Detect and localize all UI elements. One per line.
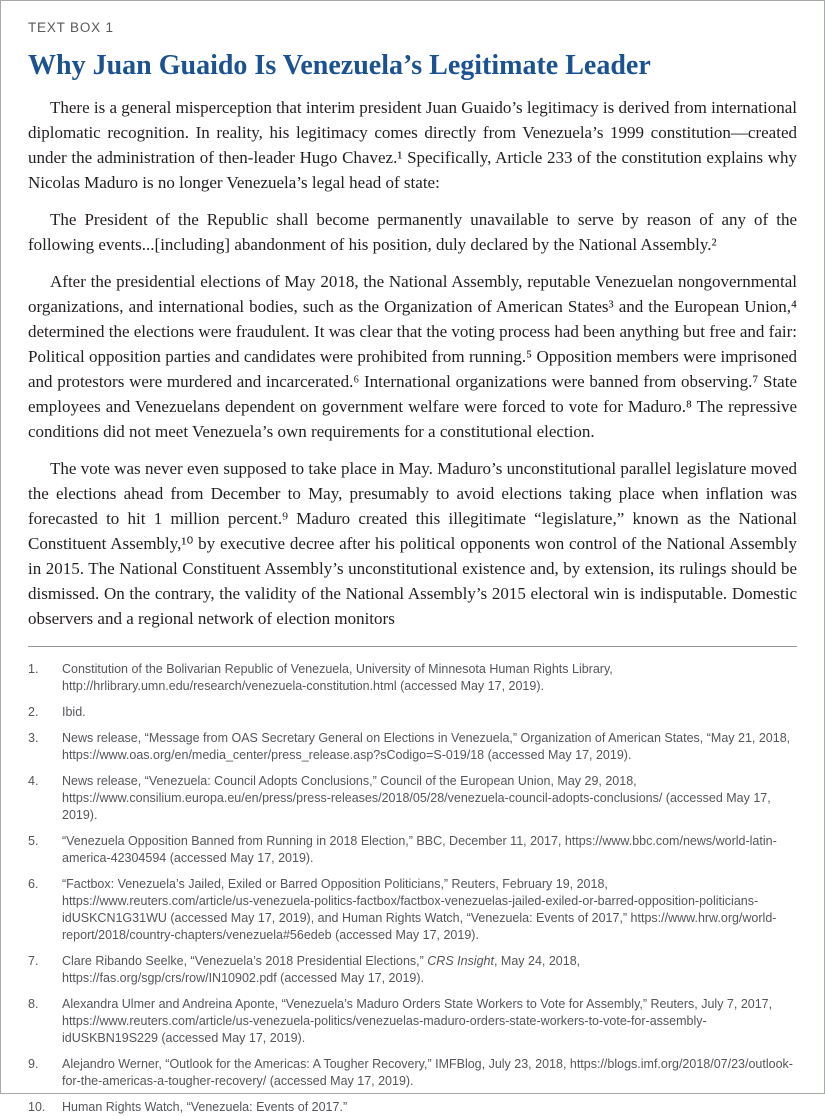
paragraph-intro: There is a general misperception that interim president Juan Guaido’s legitimacy is derived from international diplomatic recognition. In reality, his legitimacy comes directly from Venezuela’s 1999 constitution—created under the administration of then-leader Hugo Chavez.¹ Specifically, Article 233 of the constitution explains why Nicolas Maduro is no longer Venezuela’s legal head of state: <box>28 98 797 193</box>
footnote-number: 5. <box>28 834 39 849</box>
footnote-number: 1. <box>28 662 39 677</box>
footnote-item <box>28 876 797 944</box>
footnote-number: 9. <box>28 1057 39 1072</box>
footnote-text-post: , May 24, 2018, https://fas.org/sgp/crs/row/IN10902.pdf (accessed May 17, 2019). <box>62 954 581 986</box>
paragraph-vote-timing: The vote was never even supposed to take place in May. Maduro’s unconstitutional parallel legislature moved the elections ahead from December to May, presumably to avoid elections taking place when inflation was forecasted to hit 1 million percent.⁹ Maduro created this illegitimate “legislature,” known as the National Constituent Assembly,¹⁰ by executive decree after his political opponents won control of the National Assembly in 2015. The National Constituent Assembly’s unconstitutional existence and, by extension, its rulings should be dismissed. On the contrary, the validity of the National Assembly’s 2015 electoral win is indisputable. Domestic observers and a regional network of election monitors <box>28 459 797 629</box>
footnote-item <box>28 953 797 987</box>
footnote-item <box>28 730 797 764</box>
footnote-item <box>28 773 797 824</box>
footnote-item <box>28 1099 797 1116</box>
constitution-quote: The President of the Republic shall become permanently unavailable to serve by reason of any of the following events...[including] abandonment of his position, duly declared by the National Assembly.² <box>28 210 797 255</box>
footnote-number: 2. <box>28 705 39 720</box>
page-title: Why Juan Guaido Is Venezuela’s Legitimate Leader <box>28 50 651 81</box>
footnote-text: News release, “Message from OAS Secretary General on Elections in Venezuela,” Organization of American States, “May 21, 2018, https://www.oas.org/en/media_center/press_release.asp?sCodigo=S-019/18 (accessed May 17, 2019). <box>62 731 791 763</box>
footnote-text: Human Rights Watch, “Venezuela: Events of 2017.” <box>62 1100 348 1115</box>
footnote-text-pre: Clare Ribando Seelke, “Venezuela’s 2018 Presidential Elections,” <box>62 954 428 969</box>
footnote-item <box>28 661 797 695</box>
footnote-text: News release, “Venezuela: Council Adopts Conclusions,” Council of the European Union, May 29, 2018, https://www.consilium.europa.eu/en/press/press-releases/2018/05/28/venezuela-council-adopts-conclusions/ (accessed May 17, 2019). <box>62 774 771 823</box>
footnote-text: “Factbox: Venezuela’s Jailed, Exiled or Barred Opposition Politicians,” Reuters, February 19, 2018, https://www.reuters.com/article/us-venezuela-politics-factbox/factbox-venezuelas-jailed-exiled-or-barred-opposition-politicians-idUSKCN1G31WU (accessed May 17, 2019), and Human Rights Watch, “Venezuela: Events of 2017,” https://www.hrw.org/world-report/2018/country-chapters/venezuela#56edeb (accessed May 17, 2019). <box>62 877 777 943</box>
footnote-number: 10. <box>28 1100 46 1115</box>
footnote-text: Ibid. <box>62 705 86 720</box>
footnote-item <box>28 704 797 721</box>
footnote-text: Alexandra Ulmer and Andreina Aponte, “Venezuela’s Maduro Orders State Workers to Vote for Assembly,” Reuters, July 7, 2017, https://www.reuters.com/article/us-venezuela-politics/venezuelas-maduro-orders-state-workers-to-vote-for-assembly-idUSKBN19S229 (accessed May 17, 2019). <box>62 997 773 1046</box>
footnote-number: 6. <box>28 877 39 892</box>
footnote-divider <box>28 646 797 647</box>
footnote-number: 7. <box>28 954 39 969</box>
footnote-text <box>62 953 797 987</box>
footnote-text: Alejandro Werner, “Outlook for the Americas: A Tougher Recovery,” IMFBlog, July 23, 2018, https://blogs.imf.org/2018/07/23/outlook-for-the-americas-a-tougher-recovery/ (accessed May 17, 2019). <box>62 1057 793 1089</box>
page-content <box>1 1 824 1116</box>
footnote-text: “Venezuela Opposition Banned from Running in 2018 Election,” BBC, December 11, 2017, https://www.bbc.com/news/world-latin-america-42304594 (accessed May 17, 2019). <box>62 834 777 866</box>
footnote-number: 4. <box>28 774 39 789</box>
paragraph-elections: After the presidential elections of May 2018, the National Assembly, reputable Venezuelan nongovernmental organizations, and international bodies, such as the Organization of American States³ and the European Union,⁴ determined the elections were fraudulent. It was clear that the voting process had been anything but free and fair: Political opposition parties and candidates were prohibited from running.⁵ Opposition members were imprisoned and protestors were murdered and incarcerated.⁶ International organizations were banned from observing.⁷ State employees and Venezuelans dependent on government welfare were forced to vote for Maduro.⁸ The repressive conditions did not meet Venezuela’s own requirements for a constitutional election. <box>28 272 797 442</box>
footnote-item <box>28 996 797 1047</box>
footnote-number: 3. <box>28 731 39 746</box>
footnote-item <box>28 1056 797 1090</box>
footnote-number: 8. <box>28 997 39 1012</box>
kicker-label: TEXT BOX 1 <box>28 20 114 35</box>
footnote-list <box>28 661 797 1116</box>
body-copy <box>28 95 797 631</box>
footnote-source-italic: CRS Insight <box>427 954 494 969</box>
footnote-item <box>28 833 797 867</box>
footnote-text: Constitution of the Bolivarian Republic of Venezuela, University of Minnesota Human Rights Library, http://hrlibrary.umn.edu/research/venezuela-constitution.html (accessed May 17, 2019). <box>62 662 613 694</box>
